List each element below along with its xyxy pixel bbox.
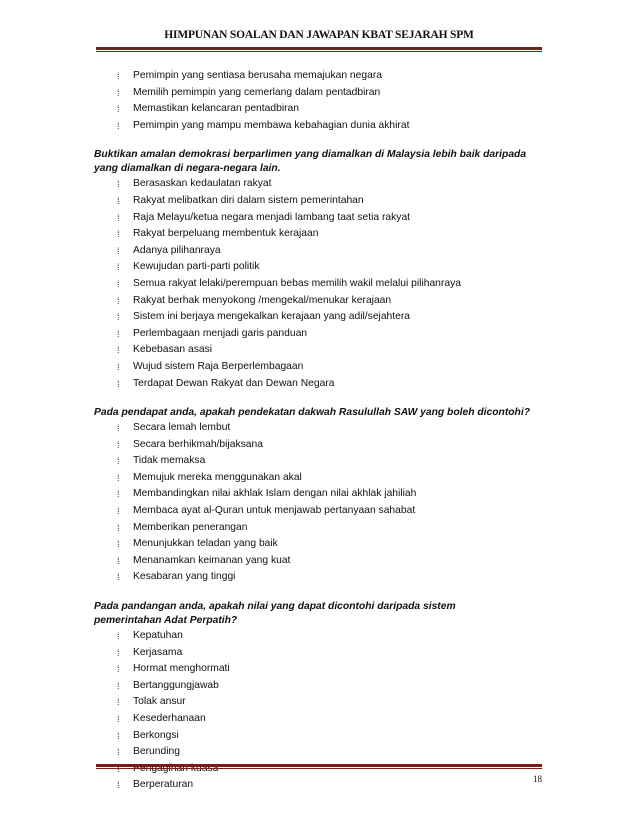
list-item: ⁞ Kepatuhan	[0, 628, 638, 645]
bullet-icon: ⁞	[117, 697, 120, 708]
list-item: ⁞ Berperaturan	[0, 777, 638, 794]
bullet-icon: ⁞	[117, 472, 120, 483]
question-heading: Pada pendapat anda, apakah pendekatan dakwah Rasulullah SAW yang boleh dicontohi?	[94, 407, 530, 419]
list-item: ⁞ Tolak ansur	[0, 694, 638, 711]
list-item: ⁞ Berunding	[0, 744, 638, 761]
list-item: ⁞ Memberikan penerangan	[0, 520, 638, 537]
bullet-icon: ⁞	[117, 423, 120, 434]
list-item: ⁞ Bertanggungjawab	[0, 678, 638, 695]
bullet-icon: ⁞	[117, 278, 120, 289]
bullet-icon: ⁞	[117, 328, 120, 339]
bullet-icon: ⁞	[117, 539, 120, 550]
list-item: ⁞ Pemimpin yang sentiasa berusaha memajukan negara	[0, 68, 638, 85]
bullet-icon: ⁞	[117, 522, 120, 533]
list-item: ⁞ Kewujudan parti-parti politik	[0, 259, 638, 276]
list-item: ⁞ Berasaskan kedaulatan rakyat	[0, 176, 638, 193]
bullet-icon: ⁞	[117, 345, 120, 356]
list-item: ⁞ Kebebasan asasi	[0, 342, 638, 359]
bullet-icon: ⁞	[117, 378, 120, 389]
question-heading: Pada pandangan anda, apakah nilai yang dapat dicontohi daripada sistem pemerintahan Adat Perpatih?	[94, 601, 456, 627]
footer-rule-thin	[96, 768, 542, 769]
list-item: ⁞ Hormat menghormati	[0, 661, 638, 678]
bullet-icon: ⁞	[117, 631, 120, 642]
section-1	[0, 68, 638, 134]
bullet-icon: ⁞	[117, 489, 120, 500]
bullet-icon: ⁞	[117, 730, 120, 741]
list-item: ⁞ Memilih pemimpin yang cemerlang dalam pentadbiran	[0, 85, 638, 102]
bullet-icon: ⁞	[117, 361, 120, 372]
bullet-icon: ⁞	[117, 262, 120, 273]
bullet-icon: ⁞	[117, 714, 120, 724]
list-item: ⁞ Membaca ayat al-Quran untuk menjawab pertanyaan sahabat	[0, 503, 638, 520]
bullet-icon: ⁞	[117, 295, 120, 306]
list-item: ⁞ Wujud sistem Raja Berperlembagaan	[0, 359, 638, 376]
bullet-icon: ⁞	[117, 747, 120, 758]
bullet-icon: ⁞	[117, 647, 120, 658]
bullet-icon: ⁞	[117, 245, 120, 256]
bullet-icon: ⁞	[117, 212, 120, 223]
bullet-icon: ⁞	[117, 312, 120, 323]
list-item: ⁞ Secara berhikmah/bijaksana	[0, 437, 638, 454]
list-item: ⁞ Membandingkan nilai akhlak Islam dengan nilai akhlak jahiliah	[0, 486, 638, 503]
list-item: ⁞ Berkongsi	[0, 728, 638, 745]
bullet-icon: ⁞	[117, 439, 120, 450]
list-item: ⁞ Perlembagaan menjadi garis panduan	[0, 326, 638, 343]
bullet-icon: ⁞	[117, 71, 120, 81]
page-number: 18	[533, 774, 542, 784]
list-item: ⁞ Kesederhanaan	[0, 711, 638, 728]
bullet-icon: ⁞	[117, 456, 120, 467]
page-header: HIMPUNAN SOALAN DAN JAWAPAN KBAT SEJARAH SPM	[164, 29, 474, 41]
bullet-icon: ⁞	[117, 664, 120, 675]
list-item: ⁞ Memastikan kelancaran pentadbiran	[0, 101, 638, 118]
list-item: ⁞ Terdapat Dewan Rakyat dan Dewan Negara	[0, 376, 638, 393]
bullet-icon: ⁞	[117, 104, 120, 115]
header-rule-thin	[96, 51, 542, 52]
bullet-icon: ⁞	[117, 680, 120, 691]
header-rule	[96, 47, 542, 50]
section-2	[0, 148, 638, 392]
list-item: ⁞ Rakyat berpeluang membentuk kerajaan	[0, 226, 638, 243]
answer-list	[0, 176, 638, 392]
footer-rule	[96, 764, 542, 767]
list-item: ⁞ Raja Melayu/ketua negara menjadi lambang taat setia rakyat	[0, 210, 638, 227]
answer-list	[0, 628, 638, 794]
list-item: ⁞ Rakyat berhak menyokong /mengekal/menukar kerajaan	[0, 293, 638, 310]
bullet-icon: ⁞	[117, 179, 120, 190]
list-item: ⁞ Kerjasama	[0, 645, 638, 662]
list-item: ⁞ Semua rakyat lelaki/perempuan bebas memilih wakil melalui pilihanraya	[0, 276, 638, 293]
question-heading: Buktikan amalan demokrasi berparlimen yang diamalkan di Malaysia lebih baik daripada yang diamalkan di negara-negara lain.	[94, 149, 527, 175]
bullet-icon: ⁞	[117, 120, 120, 131]
list-item: ⁞ Secara lemah lembut	[0, 420, 638, 437]
bullet-icon: ⁞	[117, 195, 120, 206]
list-item: ⁞ Menunjukkan teladan yang baik	[0, 536, 638, 553]
bullet-icon: ⁞	[117, 572, 120, 583]
list-item: ⁞ Memujuk mereka menggunakan akal	[0, 470, 638, 487]
bullet-icon: ⁞	[117, 87, 120, 98]
list-item: ⁞ Pemimpin yang mampu membawa kebahagian dunia akhirat	[0, 118, 638, 135]
answer-list	[0, 420, 638, 586]
answer-list	[0, 68, 638, 134]
bullet-icon: ⁞	[117, 780, 120, 791]
page-content	[0, 68, 638, 794]
bullet-icon: ⁞	[117, 506, 120, 517]
list-item: ⁞ Tidak memaksa	[0, 453, 638, 470]
list-item: ⁞ Kesabaran yang tinggi	[0, 569, 638, 586]
list-item: ⁞ Rakyat melibatkan diri dalam sistem pemerintahan	[0, 193, 638, 210]
bullet-icon: ⁞	[117, 555, 120, 566]
list-item: ⁞ Sistem ini berjaya mengekalkan kerajaan yang adil/sejahtera	[0, 309, 638, 326]
section-3	[0, 406, 638, 586]
bullet-icon: ⁞	[117, 229, 120, 240]
list-item: ⁞ Adanya pilihanraya	[0, 243, 638, 260]
list-item: ⁞ Menanamkan keimanan yang kuat	[0, 553, 638, 570]
